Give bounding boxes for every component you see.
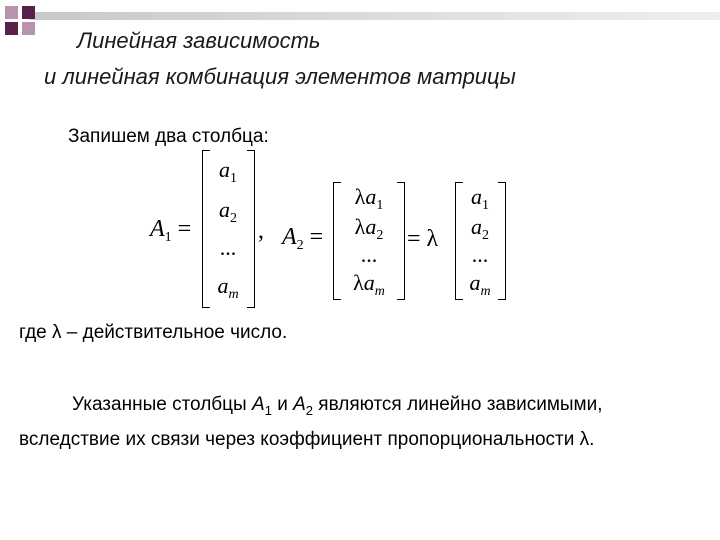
bracket-right xyxy=(247,150,255,308)
bracket-right xyxy=(498,182,506,300)
where-text: где λ – действительное число. xyxy=(19,322,288,343)
decor-square xyxy=(22,22,35,35)
intro-text: Запишем два столбца: xyxy=(68,126,269,147)
A1-label: $A_1$ = xyxy=(150,216,192,245)
equals-lambda: = λ xyxy=(407,226,439,252)
decor-square xyxy=(5,6,18,19)
column-a: $a_1$ $a_2$ ... $a_m$ xyxy=(469,184,491,299)
A2-label: $A_2$ = xyxy=(282,224,324,253)
column-A2: $\lambda a_1$ $\lambda a_2$ ... $\lambda a_m$ xyxy=(353,184,385,299)
slide-title-line2: и линейная комбинация элементов матрицы xyxy=(44,64,516,89)
comma: , xyxy=(258,218,264,244)
decor-square xyxy=(22,6,35,19)
header-bar xyxy=(30,12,720,20)
bracket-right xyxy=(397,182,405,300)
column-A1: $a_1$ $a_2$ ... $a_m$ xyxy=(217,157,239,302)
slide-title-line1: Линейная зависимость xyxy=(77,28,321,53)
conclusion-paragraph: Указанные столбцы $A_1$ и $A_2$ являются линейно зависимыми, вследствие их связи через коэффициент пропорциональности λ. xyxy=(19,394,603,450)
decor-square xyxy=(5,22,18,35)
